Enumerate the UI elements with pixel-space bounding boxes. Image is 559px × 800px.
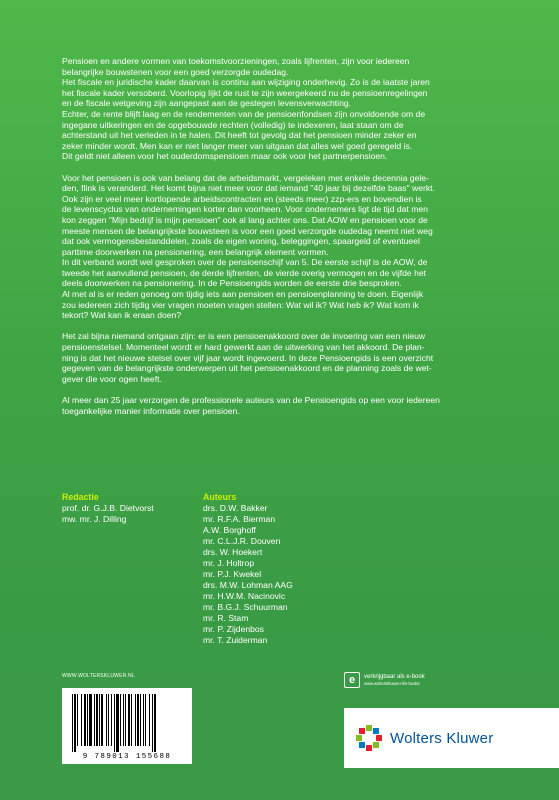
text-line: deels doorwerken na pensionering. In de Pensioengids worden de eerste drie besproken. — [62, 278, 402, 289]
author-name: mr. T. Zuiderman — [203, 635, 268, 645]
author-name: mr. R. Stam — [203, 613, 249, 623]
text-line: den, flink is veranderd. Het komt bijna niet meer voor dat iemand "40 jaar bij dezelfde baas" werkt. — [62, 183, 435, 194]
ebook-title: verkrijgbaar als e-book — [364, 674, 425, 680]
text-line: toegankelijke manier informatie over pensioen. — [62, 405, 240, 416]
author-name: drs. W. Hoekert — [203, 547, 263, 557]
author-name: mr. P. Zijdenbos — [203, 624, 264, 634]
text-line: de levenscyclus van ondernemingen korter dan voorheen. Voor ondernemers ligt de tijd dat men — [62, 204, 428, 215]
ebook-badge — [344, 672, 425, 688]
author-name: mr. J. Holtrop — [203, 558, 255, 568]
text-line: belangrijke bouwstenen voor een goed verzorgde oudedag. — [62, 66, 289, 77]
text-line: Pensioen en andere vormen van toekomstvoorzieningen, zoals lijfrenten, zijn voor iedereen — [62, 56, 410, 66]
text-line: en de fiscale wetgeving zijn aangepast aan de gestegen levensverwachting. — [62, 98, 352, 109]
e-book-icon: e — [344, 672, 360, 688]
text-line: In dit verband wordt wel gesproken over de pensioenschijf van 5. De eerste schijf is de AOW, de — [62, 257, 428, 268]
isbn-barcode — [62, 688, 192, 764]
text-line: meeste mensen de belangrijkste bouwsteen is voor een goed verzorgde oudedag neemt niet weg — [62, 225, 433, 236]
text-line: pensioenstelsel. Momenteel wordt er hard gewerkt aan de uitwerking van het akkoord. De plan- — [62, 342, 425, 353]
back-cover-text — [62, 56, 512, 416]
editor-name: mw. mr. J. Dilling — [62, 514, 127, 524]
wolters-kluwer-logo-icon — [356, 725, 382, 751]
text-line: tekort? Wat kan ik eraan doen? — [62, 310, 182, 321]
text-line: zou iedereen zich tijdig vier vragen moeten vragen stellen: Wat wil ik? Wat heb ik? Wat kom ik — [62, 299, 419, 310]
author-name: mr. R.F.A. Bierman — [203, 514, 276, 524]
text-line: ingegane uitkeringen en de opgebouwde rechten (volledig) te indexeren, laat staan om de — [62, 119, 404, 130]
authors-section — [203, 492, 343, 646]
text-line: het fiscale kader versoberd. Voorlopig lijkt de rust te zijn weergekeerd nu de pensioenregelingen — [62, 87, 428, 98]
publisher-name: Wolters Kluwer — [390, 729, 494, 747]
editors-section — [62, 492, 192, 525]
author-name: mr. P.J. Kwekel — [203, 569, 262, 579]
text-line: Het fiscale en juridische kader daarvan is continu aan wijziging onderhevig. Zo is de laatste jaren — [62, 77, 430, 88]
text-line: Ook zijn er veel meer kortlopende arbeidscontracten en (steeds meer) zzp-ers en bovendien is — [62, 193, 422, 204]
paragraph-intro — [62, 56, 512, 162]
text-line: achterstand uit het verleden in te halen. Dit heeft tot gevolg dat het pensioen minder zeker en — [62, 130, 417, 141]
author-name: mr. H.W.M. Nacinovic — [203, 591, 286, 601]
text-line: parttime doorwerken na pensionering, een belangrijk element vormen. — [62, 246, 329, 257]
author-name: A.W. Borghoff — [203, 525, 256, 535]
author-name: mr. B.G.J. Schuurman — [203, 602, 288, 612]
text-line: Echter, de rente blijft laag en de rendementen van de pensioenfondsen zijn onvoldoende om de — [62, 108, 426, 119]
paragraph-labour-market — [62, 173, 512, 321]
paragraph-authors-note — [62, 395, 512, 416]
text-line: gever die voor ogen heeft. — [62, 373, 162, 384]
editors-heading: Redactie — [62, 492, 99, 502]
editor-name: prof. dr. G.J.B. Dietvorst — [62, 503, 154, 513]
publisher-website: WWW.WOLTERSKLUWER.NL — [62, 673, 135, 679]
ebook-url: www.wolterskluwer.nl/e-books — [364, 681, 420, 686]
text-line: gegeven van de belangrijkste onderwerpen uit het pensioenakkoord en de planning zoals de wet- — [62, 363, 432, 374]
author-name: drs. M.W. Lohman AAG — [203, 580, 293, 590]
publisher-logo-box — [344, 708, 559, 768]
authors-heading: Auteurs — [203, 492, 237, 502]
text-line: Het zal bijna niemand ontgaan zijn: er is een pensioenakkoord over de invoering van een nieuw — [62, 331, 426, 342]
author-name: mr. C.L.J.R. Douven — [203, 536, 281, 546]
text-line: Dit geldt niet alleen voor het ouderdomspensioen maar ook voor het partnerpensioen. — [62, 151, 388, 162]
text-line: Al meer dan 25 jaar verzorgen de professionele auteurs van de Pensioengids op een voor iedereen — [62, 395, 440, 405]
text-line: dat ook vermogensbestanddelen, zoals de eigen woning, beleggingen, spaargeld of eventueel — [62, 236, 420, 247]
text-line: Voor het pensioen is ook van belang dat de arbeidsmarkt, vergeleken met enkele decennia gele- — [62, 172, 429, 183]
paragraph-pension-agreement — [62, 331, 512, 384]
text-line: kon zeggen "Mijn bedrijf is mijn pensioen" ook al lang achter ons. Dat AOW en pensioen voor de — [62, 214, 428, 225]
text-line: tweede het aanvullend pensioen, de derde lijfrenten, de vierde overig vermogen en de vijfde het — [62, 267, 427, 278]
text-line: Al met al is er reden genoeg om tijdig iets aan pensioen en pensioenplanning te doen. Eigenlijk — [62, 289, 424, 300]
barcode-bars — [62, 688, 192, 752]
isbn-number: 9 789013 155688 — [82, 753, 172, 761]
text-line: zeker minder wordt. Men kan er niet langer meer van uitgaan dat alles wel goed geregeld is. — [62, 140, 413, 151]
author-name: drs. D.W. Bakker — [203, 503, 268, 513]
text-line: ning is dat het nieuwe stelsel over vijf jaar wordt ingevoerd. In deze Pensioengids is een overzicht — [62, 352, 434, 363]
